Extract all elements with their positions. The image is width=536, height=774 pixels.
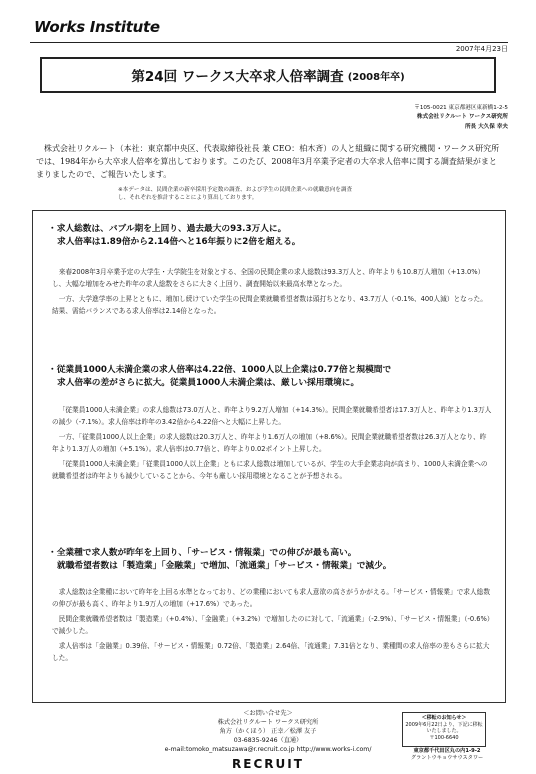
section-1 [48,223,498,249]
section-1-headline-1: ・求人総数は、バブル期を上回り、過去最大の93.3万人に。 [48,224,287,234]
contact-email[interactable]: e-mail:tomoko_matsuzawa@r.recruit.co.jp http://www.works-i.com/ [164,746,372,753]
relocation-address-1: 東京都千代田区丸の内1-9-2 [413,748,481,754]
section-2-headline-2: 求人倍率の差がさらに拡大。従業員1000人未満企業は、厳しい採用環境に。 [57,378,360,388]
relocation-zip: 〒100-6640 [429,734,459,741]
section-1-body [52,266,492,317]
section-1-paragraph: 一方、大学進学率の上昇とともに、増加し続けていた学生の民間企業就職希望者数は頭打ちとなり、43.7万人（-0.1%、400人減）となった。結果、需給バランスである求人倍率は2.14倍となった。 [52,295,487,315]
header-rule [30,42,508,43]
data-note-line-1: ※本データは、民間企業の新卒採用予定数の調査、および学生の民間企業への就職意向を調査 [118,187,353,193]
section-2-body [52,404,492,482]
intro-paragraph: 株式会社リクルート（本社：東京都中央区、代表取締役社長 兼 CEO：柏木斉）の人と組織に関する研究機関・ワークス研究所では、1984年から大卒求人倍率を算出しております。このたび、2008年3月卒業予定者の大卒求人倍率に関する調査結果がまとまりましたので、ご報告いたします。 [36,144,500,179]
document-title: 第24回 ワークス大卒求人倍率調査 [131,69,344,85]
address-line-2: 株式会社リクルート ワークス研究所 [416,114,508,120]
relocation-line-2: いたしました。 [426,728,462,734]
section-1-headline-2: 求人倍率は1.89倍から2.14倍へと16年振りに2倍を超える。 [57,237,301,247]
section-3-paragraph: 求人倍率は「金融業」0.39倍、「サービス・情報業」0.72倍、「製造業」2.64倍、「流通業」7.31倍となり、業種間の求人倍率の差もさらに拡大した。 [52,642,490,662]
data-note-line-2: し、それぞれを推計することにより算出しております。 [118,195,258,201]
title-box [40,57,496,93]
section-2-headline-1: ・従業員1000人未満企業の求人倍率は4.22倍、1000人以上企業は0.77倍と規模間で [48,365,392,375]
contact-tel: 03-6835-9246（直通） [233,737,303,744]
section-3-headline-1: ・全業種で求人数が昨年を上回り、「サービス・情報業」での伸びが最も高い。 [48,548,357,558]
section-2 [48,364,498,390]
section-2-paragraph: 「従業員1000人未満企業」の求人総数は73.0万人と、昨年より9.2万人増加（+14.3%）。民間企業就職希望者は17.3万人と、昨年より1.3万人の減少（-7.1%）。求人倍率は昨年の3.42倍から4.22倍へと大幅に上昇した。 [52,406,492,426]
document-title-suffix: (2008年卒) [347,71,405,83]
contact-org: 株式会社リクルート ワークス研究所 [217,719,319,726]
address-line-3: 所長 大久保 幸夫 [464,124,508,130]
relocation-notice [402,712,486,747]
section-3-body [52,586,492,664]
data-note [118,186,448,202]
section-1-paragraph: 来春2008年3月卒業予定の大学生・大学院生を対象とする、全国の民間企業の求人総数は93.3万人と、昨年よりも10.8万人増加（+13.0%）し、大幅な増加をみせた昨年の求人総数をさらに大きく上回り、調査開始以来最高水準となった。 [52,268,485,288]
section-2-paragraph: 「従業員1000人未満企業」「従業員1000人以上企業」ともに求人総数は増加しているが、学生の大手企業志向が高まり、1000人未満企業への就職希望者は昨年よりも減少していることから、今年も厳しい採用環境となることが予想される。 [52,460,488,480]
works-institute-logo: Works Institute [34,18,160,36]
section-3 [48,547,498,573]
section-2-paragraph: 一方、「従業員1000人以上企業」の求人総数は20.3万人と、昨年より1.6万人の増加（+8.6%）。民間企業就職希望者数は26.3万人となり、昨年より1.3万人の増加（+5.1%）。求人倍率は0.77倍と、昨年より0.02ポイント上昇した。 [52,433,487,453]
recruit-logo: RECRUIT [232,757,304,771]
contact-people: 角方（かくほう） 正幸／松澤 友子 [219,728,317,735]
contact-label: ＜お問い合せ先＞ [243,710,293,717]
section-3-paragraph: 求人総数は全業種において昨年を上回る水準となっており、どの業種においても求人意欲の高さがうかがえる。「サービス・情報業」で求人総数の伸びが最も高く、昨年より1.9万人の増加（+17.6%）であった。 [52,588,491,608]
address-line-1: 〒105-0021 東京都港区東新橋1-2-5 [414,105,508,111]
relocation-line-1: 2009年6月22日より、下記に移転 [405,721,483,728]
section-3-headline-2: 就職希望者数は「製造業」「金融業」で増加、「流通業」「サービス・情報業」で減少。 [57,561,392,571]
section-3-paragraph: 民間企業就職希望者数は「製造業」（+0.4%）、「金融業」（+3.2%）で増加したのに対して、「流通業」（-2.9%）、「サービス・情報業」（-0.6%）で減少した。 [52,615,491,635]
relocation-address-2: グラントウキョウサウスタワー [410,754,484,761]
release-date: 2007年4月23日 [455,45,508,53]
relocation-title: ＜移転のお知らせ＞ [421,715,467,721]
